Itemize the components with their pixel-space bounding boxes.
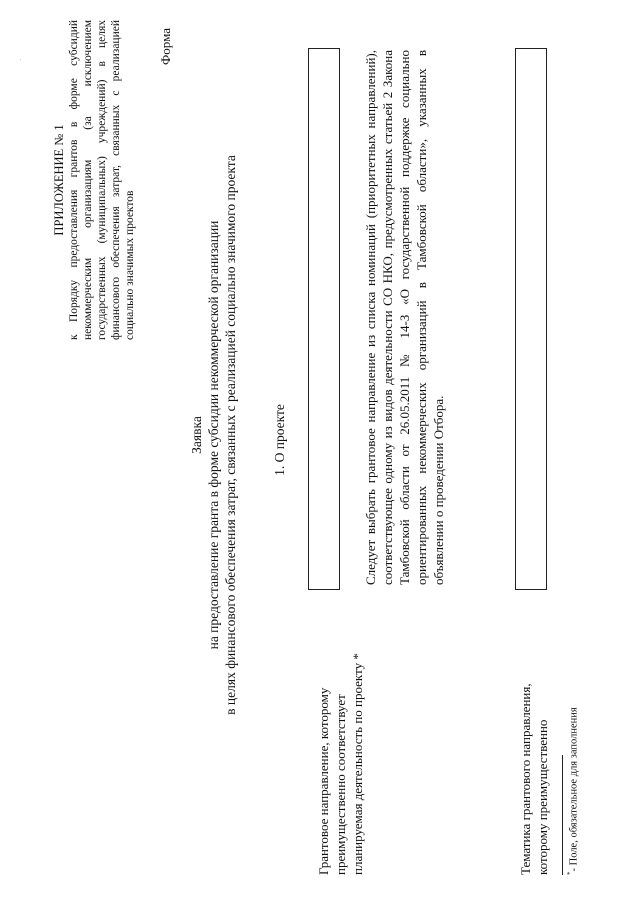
title-line-3: в целях финансового обеспечения затрат, связанных с реализацией социально значимого проекта: [223, 155, 238, 715]
form-label: Форма: [158, 28, 173, 65]
grant-topic-input[interactable]: [515, 48, 547, 590]
grant-direction-label: Грантовое направление, которому преимущественно соответствует планируемая деятельность по проекту *: [316, 653, 365, 875]
grant-direction-input[interactable]: [308, 48, 340, 590]
application-title: [188, 155, 239, 715]
footnote: [566, 555, 580, 875]
scan-speck: [20, 59, 21, 60]
footnote-separator: [562, 755, 563, 875]
title-line-2: на предоставление гранта в форме субсидии некоммерческой организации: [206, 220, 221, 650]
appendix-block: [52, 20, 137, 340]
grant-topic-label: Тематика грантового направления, которому преимущественно: [518, 683, 550, 875]
grant-direction-hint: Следует выбрать грантовое направление из списка номинаций (приоритетных направлений), соответствующее одному из видов деятельности СО НКО, предусмотренных статьей 2 Закона Тамбовской области от 26.05.2011 № 14-З «О государственной поддержке социально ориентированных некоммерческих организаций в Тамбовской области», указанных в объявлении о проведении Отбора.: [363, 50, 446, 585]
section-title: 1. О проекте: [272, 404, 287, 476]
footnote-mark: *: [566, 871, 574, 875]
title-line-1: Заявка: [189, 416, 204, 454]
footnote-text: - Поле, обязательное для заполнения: [568, 707, 580, 872]
appendix-header: ПРИЛОЖЕНИЕ № 1: [52, 124, 66, 236]
appendix-text: к Порядку предоставления грантов в форме субсидий некоммерческим организациям (за исключением государственных (муниципальных) учреждений) в целях финансового обеспечения затрат, связанных с реализацией социально значимых проектов: [68, 20, 136, 340]
